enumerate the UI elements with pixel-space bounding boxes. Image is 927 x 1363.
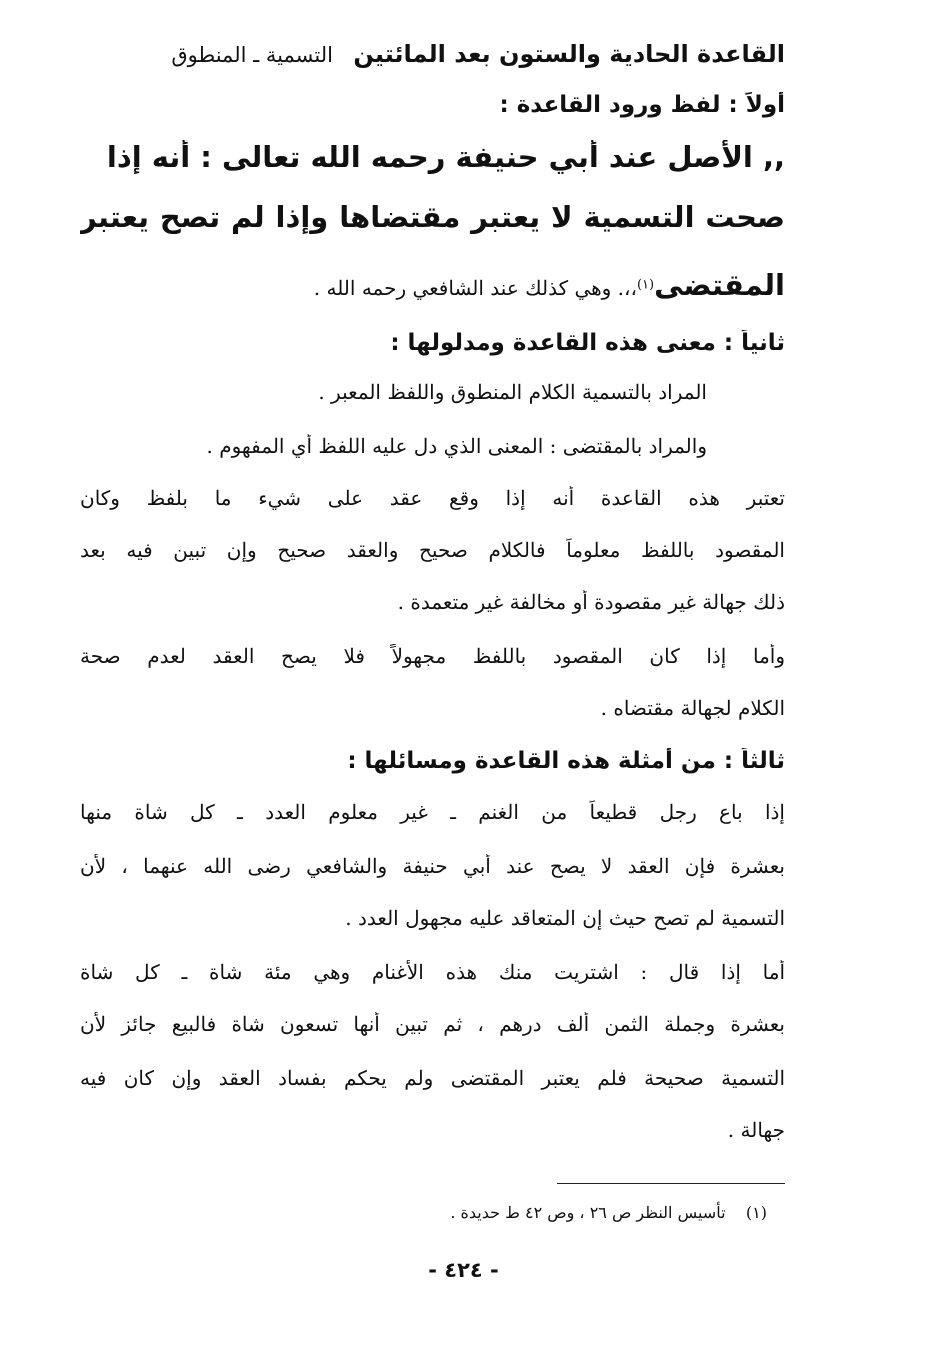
quote-tail: ،،. وهي كذلك عند الشافعي رحمه الله . (313, 276, 637, 300)
example-2-line-4: جهالة . (727, 1118, 785, 1142)
example-2-line-3: التسمية صحيحة فلم يعتبر المقتضى ولم يحكم بفساد العقد وإن كان فيه (80, 1066, 785, 1090)
paragraph-3-line-3: ذلك جهالة غير مقصودة أو مخالفة غير متعمدة . (397, 590, 785, 614)
footnote (450, 1203, 767, 1222)
footnote-text: تأسيس النظر ص ٢٦ ، وص ٤٢ ط حديدة . (450, 1203, 726, 1222)
paragraph-4-line-1: وأما إذا كان المقصود باللفظ مجهولاً فلا يصح العقد لعدم صحة (80, 644, 785, 668)
section-heading-1: أولاً : لفظ ورود القاعدة : (499, 92, 785, 118)
footnote-number: (١) (745, 1203, 767, 1222)
example-1-line-1: إذا باع رجل قطيعاً من الغنم ـ غير معلوم العدد ـ كل شاة منها (80, 800, 785, 824)
page-number: - ٤٢٤ - (428, 1258, 499, 1282)
quote-term: المقتضى (654, 268, 785, 302)
footnote-reference: (١) (636, 277, 655, 293)
example-2-line-1: أما إذا قال : اشتريت منك هذه الأغنام وهي مئة شاة ـ كل شاة (80, 960, 785, 984)
example-2-line-2: بعشرة وجملة الثمن ألف درهم ، ثم تبين أنها تسعون شاة فالبيع جائز لأن (80, 1012, 785, 1036)
rule-title: القاعدة الحادية والستون بعد المائتين (353, 40, 785, 68)
example-1-line-3: التسمية لم تصح حيث إن المتعاقد عليه مجهول العدد . (345, 906, 785, 930)
quote-line-1: ,, الأصل عند أبي حنيفة رحمه الله تعالى : أنه إذا (106, 140, 785, 174)
section-heading-2: ثانياً : معنى هذه القاعدة ومدلولها : (390, 330, 785, 356)
section-heading-3: ثالثاً : من أمثلة هذه القاعدة ومسائلها : (347, 748, 785, 774)
example-1-line-2: بعشرة فإن العقد لا يصح عند أبي حنيفة والشافعي رضى الله عنهما ، لأن (80, 854, 785, 878)
page-header (80, 40, 785, 76)
paragraph-3-line-2: المقصود باللفظ معلوماً فالكلام صحيح والعقد صحيح وإن تبين فيه بعد (80, 538, 785, 562)
quote-line-3 (80, 268, 785, 302)
paragraph-4-line-2: الكلام لجهالة مقتضاه . (600, 696, 785, 720)
paragraph-definition-2: والمراد بالمقتضى : المعنى الذي دل عليه اللفظ أي المفهوم . (206, 434, 707, 458)
footnote-separator (557, 1183, 785, 1184)
paragraph-definition-1: المراد بالتسمية الكلام المنطوق واللفظ المعبر . (318, 380, 707, 404)
quote-line-2: صحت التسمية لا يعتبر مقتضاها وإذا لم تصح يعتبر (80, 200, 785, 234)
paragraph-3-line-1: تعتبر هذه القاعدة أنه إذا وقع عقد على شيء ما بلفظ وكان (80, 486, 785, 510)
rule-topic: التسمية ـ المنطوق (171, 43, 333, 67)
